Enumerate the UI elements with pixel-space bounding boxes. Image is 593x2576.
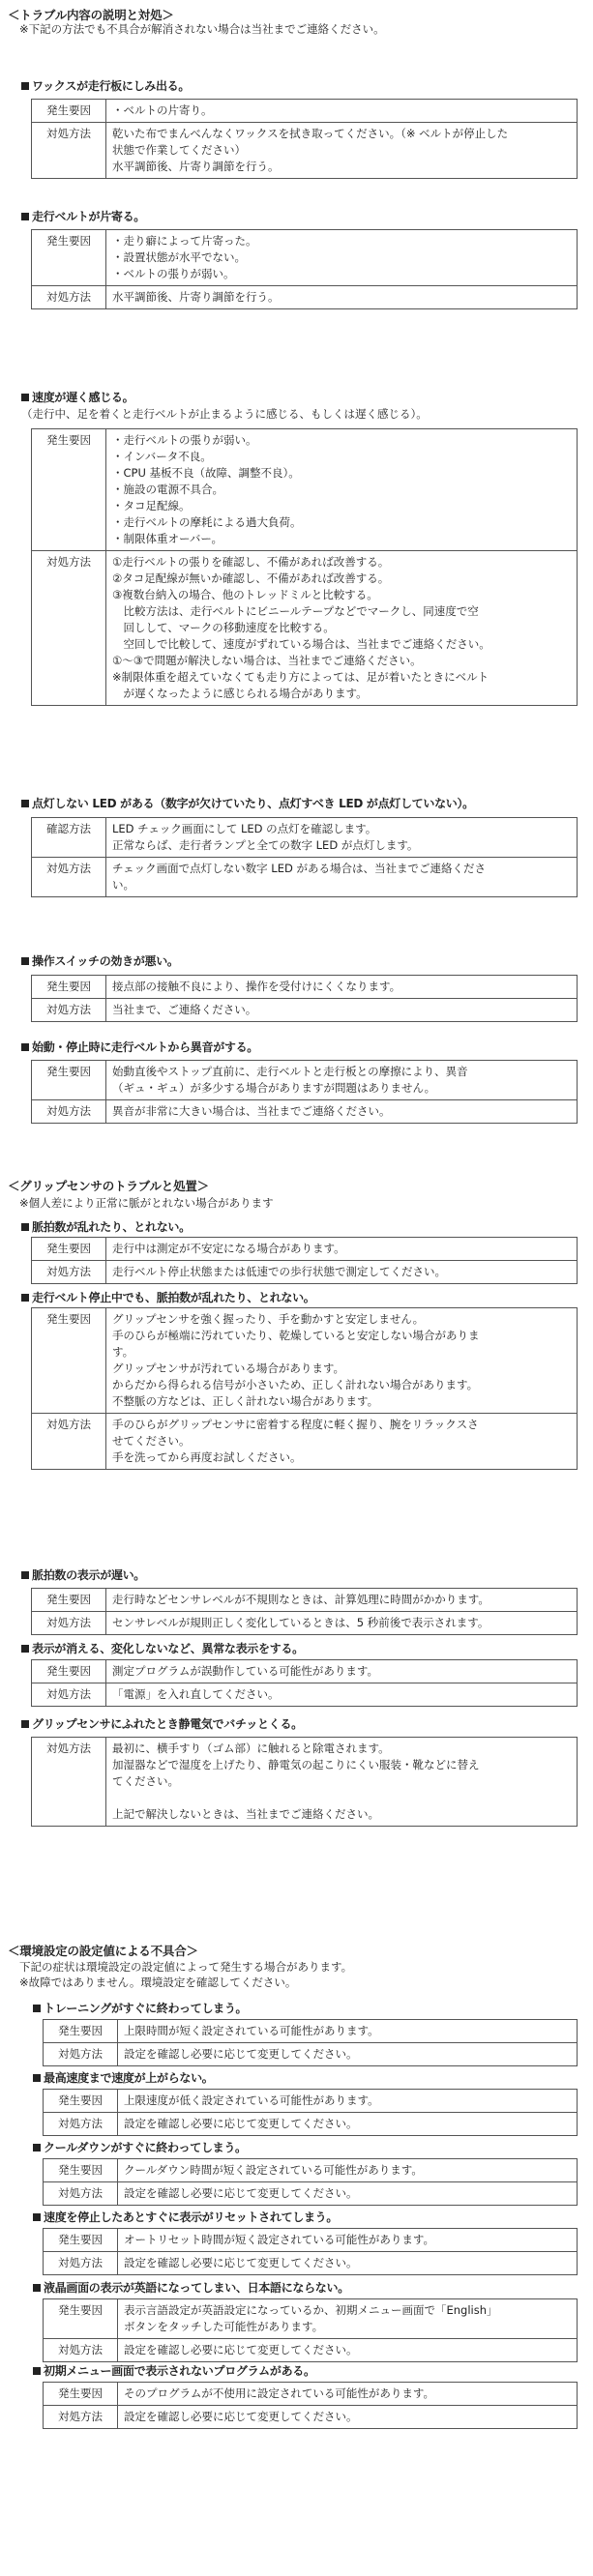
trouble-section-note: ※下記の方法でも不具合が解消されない場合は当社までご連絡ください。 (19, 22, 385, 36)
text-line: オートリセット時間が短く設定されている可能性があります。 (124, 2233, 434, 2246)
text-line: ・ベルトの片寄り。 (112, 103, 213, 117)
trouble-table (43, 2228, 578, 2275)
text-line: 上記で解決しないときは、当社までご連絡ください。 (112, 1807, 379, 1821)
action-row (32, 1100, 578, 1124)
text-line: ・設置状態が水平でない。 (112, 250, 246, 264)
action-row-value (106, 1683, 578, 1707)
issue-title: 最高速度まで速度が上がらない。 (33, 2069, 214, 2086)
action-row (32, 551, 578, 706)
action-row-label: 対処方法 (44, 2113, 118, 2136)
cause-row-value (106, 1061, 578, 1100)
issue-title: 表示が消える、変化しないなど、異常な表示をする。 (21, 1640, 304, 1656)
text-line: 空回しで比較して、速度がずれている場合は、当社までご連絡ください。 (112, 637, 490, 651)
cause-row-label: 発生要因 (32, 230, 106, 286)
action-row (32, 858, 578, 897)
action-row-value (118, 2182, 578, 2206)
cause-row-label: 発生要因 (32, 429, 106, 551)
action-row (32, 1261, 578, 1284)
text-line: ②タコ足配線が無いか確認し、不備があれば改善する。 (112, 571, 390, 585)
action-row (44, 2339, 578, 2362)
cause-row-label: 発生要因 (32, 1660, 106, 1683)
issue-title: 点灯しない LED がある（数字が欠けていたり、点灯すべき LED が点灯していない）。 (21, 795, 474, 811)
text-line: 設定を確認し必要に応じて変更してください。 (124, 2117, 358, 2130)
action-row-value (118, 2406, 578, 2429)
action-row-label: 対処方法 (32, 551, 106, 706)
action-row (32, 123, 578, 179)
cause-row (44, 2020, 578, 2043)
text-line: 設定を確認し必要に応じて変更してください。 (124, 2343, 358, 2356)
cause-row-value (106, 230, 578, 286)
issue-title: 速度を停止したあとすぐに表示がリセットされてしまう。 (33, 2209, 338, 2225)
text-line: 最初に、横手すり（ゴム部）に触れると除電されます。 (112, 1742, 390, 1755)
cause-row (32, 976, 578, 999)
cause-row-label: 発生要因 (44, 2159, 118, 2182)
cause-row-value (118, 2090, 578, 2113)
action-row-value (106, 1100, 578, 1124)
text-line: 水平調節後、片寄り調節を行う。 (112, 290, 280, 304)
cause-row (44, 2159, 578, 2182)
grip-section-title: ＜グリップセンサのトラブルと処置＞ (8, 1179, 209, 1193)
text-line: グリップセンサが汚れている場合があります。 (112, 1361, 345, 1375)
text-line: ・タコ足配線。 (112, 499, 191, 512)
trouble-table (31, 99, 578, 179)
issue-title: 脈拍数が乱れたり、とれない。 (21, 1218, 191, 1235)
text-line: 設定を確認し必要に応じて変更してください。 (124, 2256, 358, 2269)
cause-row-label: 発生要因 (32, 1308, 106, 1414)
cause-row (32, 1308, 578, 1414)
action-row-label: 対処方法 (32, 123, 106, 179)
action-row-label: 対処方法 (44, 2182, 118, 2206)
action-row-value (106, 123, 578, 179)
cause-row-value (106, 1660, 578, 1683)
text-line: ※制限体重を超えていなくても走り方によっては、足が着いたときにベルト (112, 670, 489, 684)
action-row-value (106, 999, 578, 1022)
text-line: ・ベルトの張りが弱い。 (112, 267, 235, 280)
issue-title: 走行ベルトが片寄る。 (21, 208, 145, 224)
issue-title: 液晶画面の表示が英語になってしまい、日本語にならない。 (33, 2279, 349, 2296)
action-row (32, 1738, 578, 1827)
issue-title: 脈拍数の表示が遅い。 (21, 1566, 145, 1583)
action-row (32, 1414, 578, 1470)
action-row-label: 対処方法 (32, 286, 106, 309)
text-line: が遅くなったように感じられる場合があります。 (112, 687, 368, 700)
text-line: 設定を確認し必要に応じて変更してください。 (124, 2410, 358, 2423)
action-row (44, 2406, 578, 2429)
text-line: （ギュ・ギュ）が多少する場合がありますが問題はありません。 (112, 1081, 436, 1095)
cause-row (32, 1660, 578, 1683)
text-line: ③複数台納入の場合、他のトレッドミルと比較する。 (112, 588, 378, 601)
text-line: そのプログラムが不使用に設定されている可能性があります。 (124, 2386, 434, 2400)
cause-row-label: 発生要因 (44, 2383, 118, 2406)
action-row-label: 対処方法 (44, 2043, 118, 2066)
issue-title: 操作スイッチの効きが悪い。 (21, 952, 179, 969)
env-section-title: ＜環境設定の設定値による不具合＞ (8, 1944, 198, 1958)
cause-row-label: 発生要因 (32, 976, 106, 999)
text-line: 測定プログラムが誤動作している可能性があります。 (112, 1664, 378, 1678)
cause-row-label: 発生要因 (44, 2229, 118, 2252)
text-line: 回しして、マークの移動速度を比較する。 (112, 621, 335, 634)
trouble-table (31, 1237, 578, 1284)
cause-row-label: 発生要因 (32, 1061, 106, 1100)
issue-title: トレーニングがすぐに終わってしまう。 (33, 2000, 247, 2016)
action-row (32, 1683, 578, 1707)
cause-row (44, 2090, 578, 2113)
trouble-table (43, 2019, 578, 2066)
action-row-value (118, 2113, 578, 2136)
action-row-label: 対処方法 (44, 2252, 118, 2275)
issue-title: 初期メニュー画面で表示されないプログラムがある。 (33, 2362, 315, 2379)
trouble-table (31, 817, 578, 897)
action-row-value (106, 1612, 578, 1635)
action-row-value (106, 858, 578, 897)
cause-row-value (106, 1238, 578, 1261)
trouble-table (31, 1737, 578, 1827)
action-row (44, 2043, 578, 2066)
text-line: クールダウン時間が短く設定されている可能性があります。 (124, 2163, 423, 2177)
text-line: ボタンをタッチした可能性があります。 (124, 2320, 324, 2333)
trouble-table (31, 1060, 578, 1124)
trouble-table (43, 2158, 578, 2206)
trouble-table (31, 1659, 578, 1707)
trouble-table (31, 1588, 578, 1635)
env-section-note-2: ※故障ではありません。環境設定を確認してください。 (19, 1976, 297, 1989)
text-line: からだから得られる信号が小さいため、正しく計れない場合があります。 (112, 1378, 479, 1391)
text-line: 上限時間が短く設定されている可能性があります。 (124, 2024, 379, 2037)
action-row-value (106, 1738, 578, 1827)
cause-row-label: 発生要因 (32, 1589, 106, 1612)
text-line: 表示言語設定が英語設定になっているか、初期メニュー画面で「English」 (124, 2303, 498, 2317)
issue-subtitle: （走行中、足を着くと走行ベルトが止まるように感じる、もしくは遅く感じる）。 (21, 407, 428, 421)
cause-row-label: 確認方法 (32, 818, 106, 858)
cause-row-value (106, 818, 578, 858)
text-line: 走行中は測定が不安定になる場合があります。 (112, 1242, 345, 1255)
text-line: ・インバータ不良。 (112, 450, 212, 463)
trouble-section-title: ＜トラブル内容の説明と対処＞ (8, 8, 174, 22)
action-row (32, 286, 578, 309)
action-row-label: 対処方法 (32, 858, 106, 897)
text-line: グリップセンサを強く握ったり、手を動かすと安定しません。 (112, 1312, 425, 1326)
cause-row (32, 429, 578, 551)
cause-row (32, 230, 578, 286)
text-line: LED チェック画面にして LED の点灯を確認します。 (112, 822, 377, 835)
cause-row (32, 1061, 578, 1100)
trouble-table (43, 2382, 578, 2429)
cause-row (32, 100, 578, 123)
cause-row (44, 2299, 578, 2339)
cause-row-value (106, 1308, 578, 1414)
cause-row-label: 発生要因 (44, 2299, 118, 2339)
cause-row-value (118, 2299, 578, 2339)
text-line: 走行時などセンサレベルが不規則なときは、計算処理に時間がかかります。 (112, 1593, 489, 1606)
text-line: せてください。 (112, 1434, 191, 1448)
action-row-label: 対処方法 (32, 1738, 106, 1827)
text-line: 設定を確認し必要に応じて変更してください。 (124, 2047, 358, 2061)
issue-title: 速度が遅く感じる。 (21, 389, 133, 405)
cause-row-value (118, 2229, 578, 2252)
trouble-table (43, 2298, 578, 2362)
text-line: 手のひらがグリップセンサに密着する程度に軽く握り、腕をリラックスさ (112, 1418, 479, 1431)
action-row (32, 1612, 578, 1635)
action-row-value (118, 2043, 578, 2066)
action-row-value (106, 1414, 578, 1470)
trouble-table (31, 229, 578, 309)
cause-row-value (118, 2020, 578, 2043)
text-line: 走行ベルト停止状態または低速での歩行状態で測定してください。 (112, 1265, 446, 1278)
action-row-value (118, 2252, 578, 2275)
text-line: 始動直後やストップ直前に、走行ベルトと走行板との摩擦により、異音 (112, 1065, 468, 1078)
issue-title: 走行ベルト停止中でも、脈拍数が乱れたり、とれない。 (21, 1289, 315, 1305)
text-line: てください。 (112, 1774, 179, 1788)
text-line: 設定を確認し必要に応じて変更してください。 (124, 2186, 358, 2200)
action-row (44, 2113, 578, 2136)
action-row-label: 対処方法 (44, 2406, 118, 2429)
action-row-label: 対処方法 (32, 1414, 106, 1470)
action-row-value (118, 2339, 578, 2362)
action-row-label: 対処方法 (32, 999, 106, 1022)
text-line: 乾いた布でまんべんなくワックスを拭き取ってください。（※ ベルトが停止した (112, 127, 509, 140)
action-row (32, 999, 578, 1022)
cause-row (32, 1589, 578, 1612)
text-line: ・走行ベルトの張りが弱い。 (112, 433, 257, 447)
text-line: ①走行ベルトの張りを確認し、不備があれば改善する。 (112, 555, 390, 569)
action-row (44, 2252, 578, 2275)
text-line: 加湿器などで湿度を上げたり、静電気の起こりにくい服装・靴などに替え (112, 1758, 480, 1771)
text-line: 比較方法は、走行ベルトにビニールテープなどでマークし、同速度で空 (112, 604, 479, 618)
text-line: 「電源」を入れ直してください。 (112, 1687, 280, 1701)
cause-row (44, 2229, 578, 2252)
text-line: 手を洗ってから再度お試しください。 (112, 1450, 302, 1464)
text-line: チェック画面で点灯しない数字 LED がある場合は、当社までご連絡くださ (112, 862, 486, 875)
cause-row-value (106, 100, 578, 123)
action-row-label: 対処方法 (32, 1683, 106, 1707)
env-section-note-1: 下記の症状は環境設定の設定値によって発生する場合があります。 (19, 1960, 353, 1974)
cause-row-label: 発生要因 (44, 2020, 118, 2043)
text-line: ・制限体重オーバー。 (112, 532, 222, 545)
text-line: ・CPU 基板不良（故障、調整不良）。 (112, 466, 300, 480)
issue-title: ワックスが走行板にしみ出る。 (21, 77, 190, 94)
cause-row-value (106, 1589, 578, 1612)
action-row-value (106, 286, 578, 309)
cause-row-value (106, 429, 578, 551)
text-line: 接点部の接触不良により、操作を受付けにくくなります。 (112, 980, 401, 993)
cause-row (32, 818, 578, 858)
action-row-value (106, 551, 578, 706)
cause-row (32, 1238, 578, 1261)
cause-row-label: 発生要因 (32, 1238, 106, 1261)
issue-title: クールダウンがすぐに終わってしまう。 (33, 2139, 247, 2155)
cause-row (44, 2383, 578, 2406)
text-line: ・走り癖によって片寄った。 (112, 234, 257, 248)
action-row-label: 対処方法 (32, 1100, 106, 1124)
cause-row-value (106, 976, 578, 999)
text-line: 状態で作業してください） (112, 143, 246, 157)
text-line: ・施設の電源不具合。 (112, 483, 223, 496)
action-row (44, 2182, 578, 2206)
text-line: す。 (112, 1345, 134, 1359)
text-line: ・走行ベルトの摩耗による過大負荷。 (112, 515, 302, 529)
text-line: 上限速度が低く設定されている可能性があります。 (124, 2093, 379, 2107)
text-line: ①～③で問題が解決しない場合は、当社までご連絡ください。 (112, 654, 422, 667)
issue-title: グリップセンサにふれたとき静電気でバチッとくる。 (21, 1715, 303, 1732)
text-line: センサレベルが規則正しく変化しているときは、5 秒前後で表示されます。 (112, 1616, 489, 1629)
action-row-label: 対処方法 (44, 2339, 118, 2362)
text-line: 正常ならば、走行者ランプと全ての数字 LED が点灯します。 (112, 838, 419, 852)
trouble-table (31, 428, 578, 706)
trouble-table (43, 2089, 578, 2136)
cause-row-value (118, 2383, 578, 2406)
grip-section-note: ※個人差により正常に脈がとれない場合があります (19, 1196, 274, 1210)
cause-row-label: 発生要因 (44, 2090, 118, 2113)
text-line: 手のひらが極端に汚れていたり、乾燥していると安定しない場合がありま (112, 1329, 480, 1342)
text-line: 不整脈の方などは、正しく計れない場合があります。 (112, 1394, 379, 1408)
cause-row-label: 発生要因 (32, 100, 106, 123)
cause-row-value (118, 2159, 578, 2182)
text-line: 水平調節後、片寄り調節を行う。 (112, 160, 280, 173)
trouble-table (31, 975, 578, 1022)
trouble-table (31, 1307, 578, 1470)
text-line: 当社まで、ご連絡ください。 (112, 1003, 257, 1016)
action-row-value (106, 1261, 578, 1284)
issue-title: 始動・停止時に走行ベルトから異音がする。 (21, 1039, 258, 1055)
action-row-label: 対処方法 (32, 1261, 106, 1284)
action-row-label: 対処方法 (32, 1612, 106, 1635)
text-line: 異音が非常に大きい場合は、当社までご連絡ください。 (112, 1104, 391, 1118)
text-line: い。 (112, 878, 134, 892)
